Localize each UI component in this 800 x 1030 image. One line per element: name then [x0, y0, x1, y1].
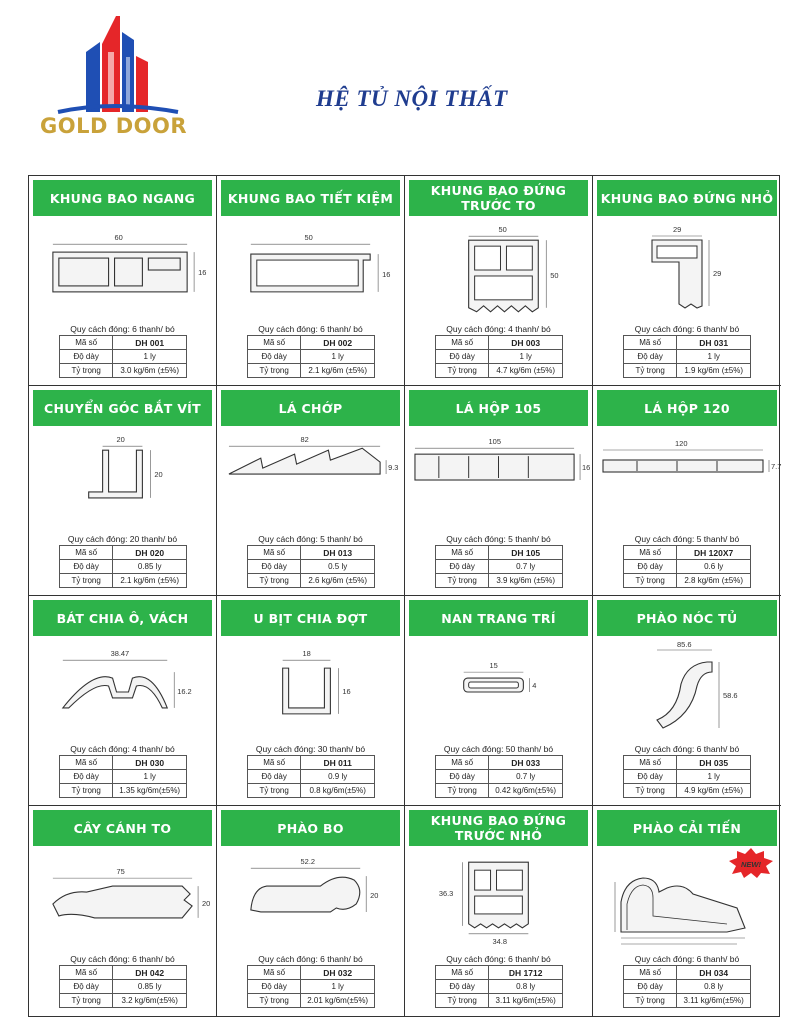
- spec-label: Độ dày: [248, 770, 301, 784]
- spec-thickness-value: 0.85 ly: [113, 560, 187, 574]
- spec-thickness-value: 0.8 ly: [489, 980, 563, 994]
- profile-drawing: [221, 642, 400, 742]
- product-card: [593, 806, 781, 1016]
- packing-spec: Quy cách đóng: 6 thanh/ bó: [446, 954, 551, 964]
- spec-thickness-value: 0.9 ly: [301, 770, 375, 784]
- spec-code-value: DH 031: [677, 336, 751, 350]
- spec-row-density: [248, 994, 375, 1008]
- product-card: [593, 176, 781, 386]
- svg-text:50: 50: [550, 270, 559, 280]
- spec-table: [623, 755, 751, 798]
- spec-label: Độ dày: [60, 980, 113, 994]
- packing-spec: Quy cách đóng: 5 thanh/ bó: [634, 534, 740, 544]
- spec-label: Mã số: [60, 756, 113, 770]
- product-card: [405, 386, 593, 596]
- product-card: [405, 806, 593, 1016]
- spec-label: Tỷ trọng: [624, 364, 677, 378]
- spec-row-thickness: [436, 980, 563, 994]
- packing-spec: Quy cách đóng: 5 thanh/ bó: [446, 534, 551, 544]
- new-badge: [729, 848, 773, 878]
- spec-table: [247, 755, 375, 798]
- spec-label: Độ dày: [624, 770, 677, 784]
- spec-table: [435, 335, 563, 378]
- spec-row-code: [248, 756, 375, 770]
- spec-code-value: DH 032: [301, 966, 375, 980]
- spec-code-value: DH 003: [489, 336, 563, 350]
- product-name: CÂY CÁNH TO: [33, 810, 212, 846]
- spec-row-code: [624, 756, 751, 770]
- svg-text:20: 20: [202, 898, 211, 908]
- spec-density-value: 1.9 kg/6m (±5%): [677, 364, 751, 378]
- spec-row-thickness: [624, 350, 751, 364]
- product-name: KHUNG BAO ĐỨNG NHỎ: [597, 180, 777, 216]
- spec-row-density: [248, 784, 375, 798]
- packing-spec: Quy cách đóng: 6 thanh/ bó: [258, 324, 363, 334]
- new-badge-label: NEW!: [741, 860, 761, 869]
- product-name: KHUNG BAO TIẾT KIỆM: [221, 180, 400, 216]
- spec-label: Mã số: [248, 966, 301, 980]
- product-card: [29, 596, 217, 806]
- spec-density-value: 4.9 kg/6m (±5%): [677, 784, 751, 798]
- svg-text:60: 60: [114, 233, 123, 243]
- svg-text:4: 4: [532, 681, 537, 691]
- spec-row-thickness: [624, 770, 751, 784]
- svg-text:16: 16: [342, 686, 351, 696]
- spec-code-value: DH 001: [113, 336, 187, 350]
- svg-text:16: 16: [382, 269, 391, 279]
- spec-thickness-value: 1 ly: [301, 980, 375, 994]
- spec-row-code: [624, 546, 751, 560]
- spec-table: [59, 545, 187, 588]
- spec-table: [59, 335, 187, 378]
- spec-code-value: DH 002: [301, 336, 375, 350]
- spec-row-thickness: [60, 980, 187, 994]
- svg-text:29: 29: [673, 225, 682, 234]
- spec-label: Tỷ trọng: [436, 574, 489, 588]
- page-title: HỆ TỦ NỘI THẤT: [316, 86, 508, 111]
- packing-spec: Quy cách đóng: 6 thanh/ bó: [634, 324, 740, 334]
- spec-code-value: DH 034: [677, 966, 751, 980]
- packing-spec: Quy cách đóng: 20 thanh/ bó: [67, 534, 178, 544]
- spec-label: Tỷ trọng: [248, 574, 301, 588]
- spec-label: Tỷ trọng: [624, 994, 677, 1008]
- svg-text:29: 29: [713, 269, 722, 278]
- spec-row-density: [624, 784, 751, 798]
- spec-table: [59, 965, 187, 1008]
- packing-spec: Quy cách đóng: 6 thanh/ bó: [634, 744, 740, 754]
- spec-label: Tỷ trọng: [60, 364, 113, 378]
- spec-density-value: 3.11 kg/6m(±5%): [489, 994, 563, 1008]
- spec-label: Tỷ trọng: [436, 994, 489, 1008]
- spec-row-density: [624, 574, 751, 588]
- spec-density-value: 3.2 kg/6m(±5%): [113, 994, 187, 1008]
- spec-row-code: [624, 336, 751, 350]
- profile-drawing: [33, 852, 212, 952]
- brand-name: GOLD DOOR: [40, 114, 188, 138]
- svg-text:50: 50: [304, 233, 313, 243]
- spec-density-value: 3.0 kg/6m (±5%): [113, 364, 187, 378]
- spec-row-density: [60, 994, 187, 1008]
- profile-drawing: [221, 432, 400, 532]
- svg-text:20: 20: [116, 435, 125, 445]
- spec-row-density: [248, 364, 375, 378]
- svg-text:15: 15: [489, 661, 498, 671]
- spec-table: [247, 335, 375, 378]
- spec-density-value: 2.1 kg/6m (±5%): [113, 574, 187, 588]
- product-card: [217, 386, 405, 596]
- product-name: LÁ HỘP 120: [597, 390, 777, 426]
- spec-table: [247, 545, 375, 588]
- spec-label: Mã số: [436, 336, 489, 350]
- spec-table: [435, 965, 563, 1008]
- product-card: [405, 176, 593, 386]
- spec-label: Tỷ trọng: [436, 364, 489, 378]
- spec-thickness-value: 0.8 ly: [677, 980, 751, 994]
- spec-label: Tỷ trọng: [624, 784, 677, 798]
- spec-row-density: [624, 364, 751, 378]
- profile-drawing: [33, 222, 212, 322]
- profile-drawing: [409, 852, 588, 952]
- product-name: PHÀO CẢI TIẾN: [597, 810, 777, 846]
- spec-row-code: [436, 966, 563, 980]
- packing-spec: Quy cách đóng: 5 thanh/ bó: [258, 534, 363, 544]
- spec-thickness-value: 1 ly: [301, 350, 375, 364]
- spec-row-thickness: [60, 770, 187, 784]
- spec-label: Mã số: [248, 336, 301, 350]
- svg-text:18: 18: [302, 649, 311, 659]
- spec-thickness-value: 0.5 ly: [301, 560, 375, 574]
- svg-text:34.8: 34.8: [492, 936, 508, 946]
- spec-label: Mã số: [624, 756, 677, 770]
- spec-row-thickness: [436, 350, 563, 364]
- profile-drawing: [597, 642, 777, 742]
- svg-text:85.6: 85.6: [677, 640, 692, 649]
- packing-spec: Quy cách đóng: 50 thanh/ bó: [443, 744, 554, 754]
- product-name: CHUYỂN GÓC BẮT VÍT: [33, 390, 212, 426]
- svg-text:58.6: 58.6: [723, 691, 738, 700]
- spec-label: Độ dày: [248, 560, 301, 574]
- svg-text:20: 20: [370, 891, 379, 901]
- spec-thickness-value: 1 ly: [113, 770, 187, 784]
- packing-spec: Quy cách đóng: 6 thanh/ bó: [634, 954, 740, 964]
- spec-label: Mã số: [60, 546, 113, 560]
- spec-row-thickness: [60, 560, 187, 574]
- svg-text:16: 16: [198, 267, 207, 277]
- spec-label: Tỷ trọng: [624, 574, 677, 588]
- packing-spec: Quy cách đóng: 6 thanh/ bó: [70, 324, 175, 334]
- spec-label: Độ dày: [248, 980, 301, 994]
- profile-drawing: [33, 642, 212, 742]
- spec-label: Độ dày: [436, 980, 489, 994]
- profile-drawing: [597, 432, 782, 532]
- spec-code-value: DH 033: [489, 756, 563, 770]
- spec-table: [435, 755, 563, 798]
- spec-density-value: 2.8 kg/6m (±5%): [677, 574, 751, 588]
- spec-label: Mã số: [60, 336, 113, 350]
- spec-label: Mã số: [436, 546, 489, 560]
- spec-label: Độ dày: [624, 560, 677, 574]
- spec-label: Độ dày: [60, 770, 113, 784]
- product-card: [217, 176, 405, 386]
- spec-label: Tỷ trọng: [248, 364, 301, 378]
- svg-text:9.3: 9.3: [388, 463, 399, 473]
- spec-label: Độ dày: [248, 350, 301, 364]
- product-card: [217, 596, 405, 806]
- spec-code-value: DH 013: [301, 546, 375, 560]
- svg-text:52.2: 52.2: [300, 857, 316, 867]
- spec-row-thickness: [248, 560, 375, 574]
- spec-thickness-value: 0.85 ly: [113, 980, 187, 994]
- spec-label: Mã số: [624, 546, 677, 560]
- spec-density-value: 3.9 kg/6m (±5%): [489, 574, 563, 588]
- spec-table: [435, 545, 563, 588]
- profile-drawing: [409, 222, 588, 322]
- packing-spec: Quy cách đóng: 4 thanh/ bó: [446, 324, 551, 334]
- spec-density-value: 2.01 kg/6m(±5%): [301, 994, 375, 1008]
- product-name: NAN TRANG TRÍ: [409, 600, 588, 636]
- spec-row-code: [60, 756, 187, 770]
- spec-density-value: 1.35 kg/6m(±5%): [113, 784, 187, 798]
- spec-row-density: [624, 994, 751, 1008]
- spec-label: Tỷ trọng: [60, 994, 113, 1008]
- spec-label: Độ dày: [624, 350, 677, 364]
- spec-thickness-value: 0.7 ly: [489, 560, 563, 574]
- svg-text:7.7: 7.7: [771, 462, 782, 471]
- profile-drawing: [597, 222, 777, 322]
- spec-row-code: [60, 546, 187, 560]
- spec-code-value: DH 011: [301, 756, 375, 770]
- product-name: PHÀO NÓC TỦ: [597, 600, 777, 636]
- spec-code-value: DH 020: [113, 546, 187, 560]
- spec-code-value: DH 035: [677, 756, 751, 770]
- product-name: KHUNG BAO ĐỨNG TRƯỚC NHỎ: [409, 810, 588, 846]
- spec-code-value: DH 120X7: [677, 546, 751, 560]
- spec-table: [623, 965, 751, 1008]
- spec-row-code: [624, 966, 751, 980]
- product-card: [593, 596, 781, 806]
- spec-row-thickness: [436, 770, 563, 784]
- spec-density-value: 4.7 kg/6m (±5%): [489, 364, 563, 378]
- profile-drawing: [221, 222, 400, 322]
- spec-label: Độ dày: [624, 980, 677, 994]
- spec-label: Mã số: [248, 546, 301, 560]
- spec-row-density: [436, 364, 563, 378]
- spec-thickness-value: 1 ly: [113, 350, 187, 364]
- product-card: [405, 596, 593, 806]
- svg-text:75: 75: [116, 867, 125, 877]
- spec-density-value: 3.11 kg/6m(±5%): [677, 994, 751, 1008]
- product-card: [217, 806, 405, 1016]
- spec-label: Độ dày: [436, 560, 489, 574]
- spec-row-thickness: [624, 980, 751, 994]
- spec-row-density: [60, 574, 187, 588]
- profile-drawing: [33, 432, 212, 532]
- product-name: KHUNG BAO ĐỨNG TRƯỚC TO: [409, 180, 588, 216]
- packing-spec: Quy cách đóng: 30 thanh/ bó: [255, 744, 366, 754]
- profile-drawing: [221, 852, 400, 952]
- spec-label: Mã số: [60, 966, 113, 980]
- spec-row-code: [60, 336, 187, 350]
- spec-label: Mã số: [248, 756, 301, 770]
- svg-text:36.3: 36.3: [438, 889, 454, 899]
- spec-label: Tỷ trọng: [248, 994, 301, 1008]
- svg-text:105: 105: [488, 437, 501, 447]
- product-name: LÁ CHỚP: [221, 390, 400, 426]
- spec-label: Độ dày: [60, 560, 113, 574]
- spec-density-value: 0.8 kg/6m(±5%): [301, 784, 375, 798]
- spec-label: Mã số: [436, 756, 489, 770]
- spec-code-value: DH 030: [113, 756, 187, 770]
- spec-row-code: [436, 756, 563, 770]
- product-name: BÁT CHIA Ô, VÁCH: [33, 600, 212, 636]
- spec-row-density: [248, 574, 375, 588]
- spec-table: [247, 965, 375, 1008]
- svg-text:38.47: 38.47: [110, 649, 130, 659]
- spec-label: Độ dày: [436, 770, 489, 784]
- spec-thickness-value: 1 ly: [677, 770, 751, 784]
- spec-label: Tỷ trọng: [436, 784, 489, 798]
- product-name: KHUNG BAO NGANG: [33, 180, 212, 216]
- spec-row-code: [248, 546, 375, 560]
- product-name: PHÀO BO: [221, 810, 400, 846]
- spec-row-density: [436, 784, 563, 798]
- spec-row-code: [60, 966, 187, 980]
- spec-thickness-value: 0.7 ly: [489, 770, 563, 784]
- spec-label: Tỷ trọng: [248, 784, 301, 798]
- spec-label: Tỷ trọng: [60, 784, 113, 798]
- spec-density-value: 2.6 kg/6m (±5%): [301, 574, 375, 588]
- spec-row-density: [436, 574, 563, 588]
- svg-text:50: 50: [498, 225, 507, 235]
- spec-density-value: 0.42 kg/6m(±5%): [489, 784, 563, 798]
- spec-thickness-value: 0.6 ly: [677, 560, 751, 574]
- spec-density-value: 2.1 kg/6m (±5%): [301, 364, 375, 378]
- spec-label: Độ dày: [60, 350, 113, 364]
- svg-text:16.2: 16.2: [177, 686, 192, 696]
- spec-row-thickness: [248, 770, 375, 784]
- spec-row-code: [248, 336, 375, 350]
- spec-label: Mã số: [436, 966, 489, 980]
- product-card: [29, 806, 217, 1016]
- spec-label: Độ dày: [436, 350, 489, 364]
- product-grid: [28, 175, 780, 1017]
- spec-row-density: [60, 364, 187, 378]
- spec-row-thickness: [248, 350, 375, 364]
- spec-row-density: [60, 784, 187, 798]
- packing-spec: Quy cách đóng: 6 thanh/ bó: [70, 954, 175, 964]
- product-name: U BỊT CHIA ĐỢT: [221, 600, 400, 636]
- spec-thickness-value: 1 ly: [677, 350, 751, 364]
- spec-row-thickness: [624, 560, 751, 574]
- spec-row-code: [248, 966, 375, 980]
- spec-code-value: DH 1712: [489, 966, 563, 980]
- spec-row-density: [436, 994, 563, 1008]
- profile-drawing: [409, 642, 588, 742]
- packing-spec: Quy cách đóng: 6 thanh/ bó: [258, 954, 363, 964]
- product-card: [593, 386, 781, 596]
- product-name: LÁ HỘP 105: [409, 390, 588, 426]
- spec-table: [623, 335, 751, 378]
- spec-table: [59, 755, 187, 798]
- profile-drawing: [409, 432, 591, 532]
- svg-text:20: 20: [154, 470, 163, 480]
- spec-code-value: DH 042: [113, 966, 187, 980]
- product-card: [29, 386, 217, 596]
- spec-row-thickness: [436, 560, 563, 574]
- spec-thickness-value: 1 ly: [489, 350, 563, 364]
- spec-label: Tỷ trọng: [60, 574, 113, 588]
- svg-text:16: 16: [582, 463, 591, 473]
- svg-text:120: 120: [675, 439, 688, 448]
- spec-code-value: DH 105: [489, 546, 563, 560]
- packing-spec: Quy cách đóng: 4 thanh/ bó: [70, 744, 175, 754]
- product-card: [29, 176, 217, 386]
- spec-row-code: [436, 336, 563, 350]
- spec-row-thickness: [248, 980, 375, 994]
- spec-label: Mã số: [624, 966, 677, 980]
- svg-text:82: 82: [300, 435, 309, 445]
- spec-table: [623, 545, 751, 588]
- spec-row-code: [436, 546, 563, 560]
- spec-label: Mã số: [624, 336, 677, 350]
- spec-row-thickness: [60, 350, 187, 364]
